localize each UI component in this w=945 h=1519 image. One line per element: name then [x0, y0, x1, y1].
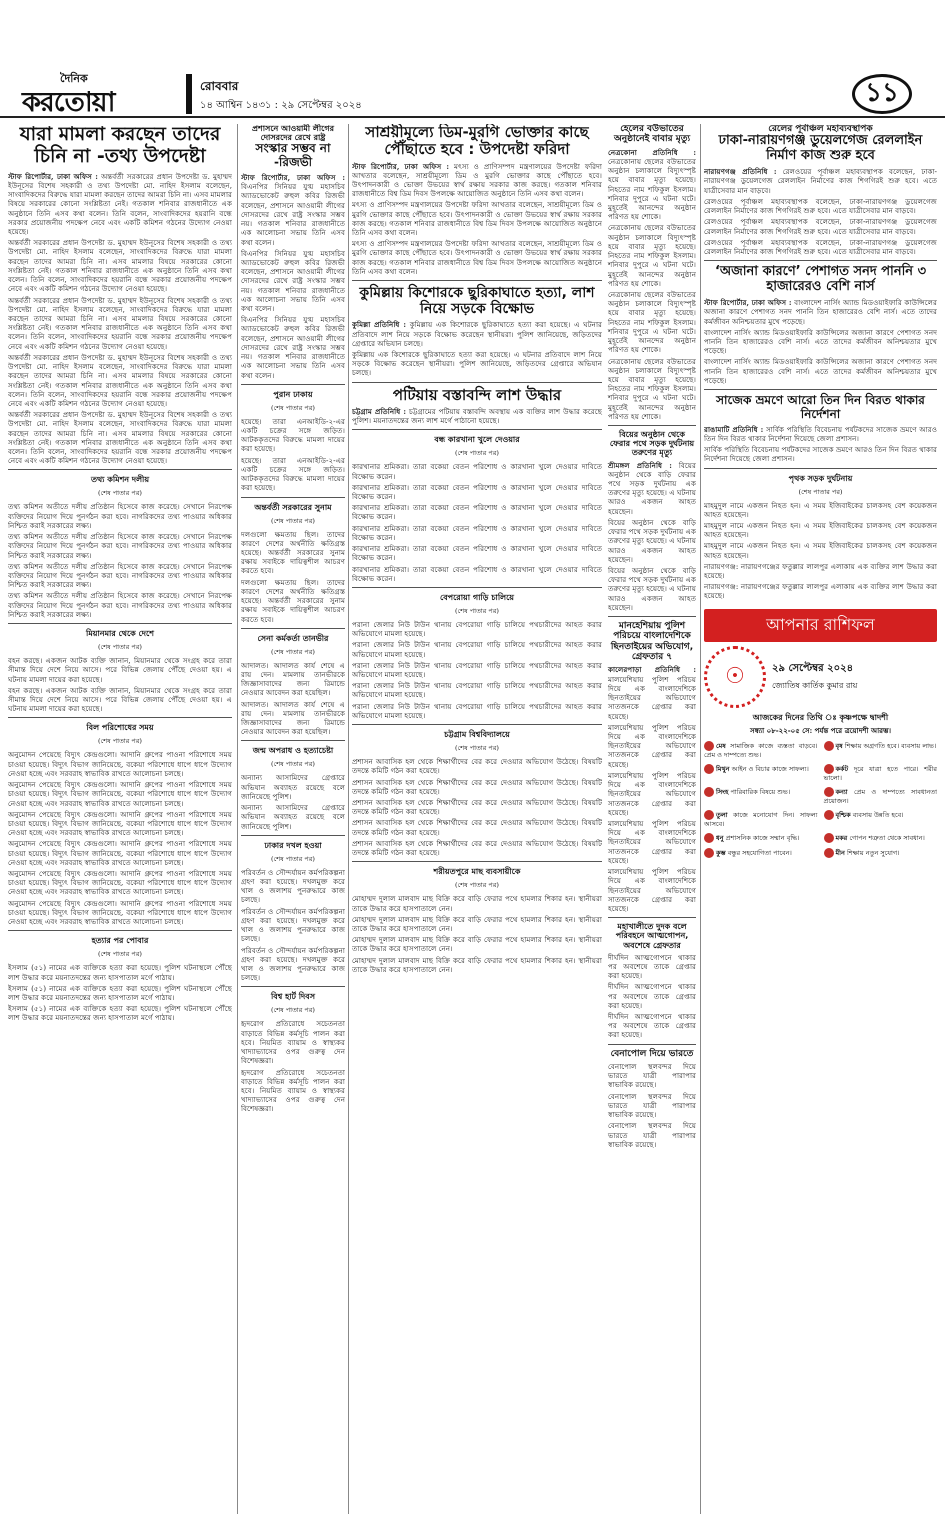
article-road-accident	[704, 501, 937, 601]
zodiac-sign-icon	[824, 810, 834, 820]
article-body: মোহাম্মদ দুলাল মালবাদ মাছ বিক্রি করে বাড়ি ফেরার পথে হামলার শিকার হন। স্থানীয়রা তাকে উদ্ধার করে হাসপাতালে নেন।	[352, 955, 602, 974]
article-body: অন্যান্য আসামিদের গ্রেপ্তারে অভিযান অব্যাহত রয়েছে বলে জানিয়েছে পুলিশ।	[241, 803, 345, 831]
headline-info-adviser: যারা মামলা করছেন তাদের চিনি না -তথ্য উপদেষ্টা	[19, 124, 221, 167]
zodiac-sign-name: মিথুন	[716, 764, 730, 773]
zodiac-sign-icon	[824, 764, 834, 774]
zodiac-sign-icon	[824, 741, 834, 751]
logo-daily-label: দৈনিক	[60, 72, 88, 85]
article-body: অনুমোদন পেয়েছে বিদ্যুৎ কেন্দ্রগুলো। আদানি গ্রুপের পাওনা পরিশোধে সময় চাওয়া হয়েছে। বিদ্যুৎ বিভাগ জানিয়েছে, বকেয়া পরিশোধে ধাপে ধাপে উদ্যোগ নেওয়া হচ্ছে এবং সরবরাহ স্বাভাবিক রাখতে আলোচনা চলছে।	[8, 809, 232, 838]
article-body: মৎস্য ও প্রাণিসম্পদ মন্ত্রণালয়ের উপদেষ্টা ফরিদা আখতার বলেছেন, সাশ্রয়ীমূল্যে ডিম ও মুরগি ভোক্তার কাছে পৌঁছাতে হবে। উৎপাদনকারী ও ভোক্তা উভয়ের স্বার্থ রক্ষায় সরকার কাজ করছে। গতকাল শনিবার রাজধানীতে বিশ্ব ডিম দিবস উপলক্ষে আয়োজিত অনুষ্ঠানে তিনি এসব কথা বলেন।	[352, 161, 602, 199]
article-body: অনুমোদন পেয়েছে বিদ্যুৎ কেন্দ্রগুলো। আদানি গ্রুপের পাওনা পরিশোধে সময় চাওয়া হয়েছে। বিদ্যুৎ বিভাগ জানিয়েছে, বকেয়া পরিশোধে ধাপে ধাপে উদ্যোগ নেওয়া হচ্ছে এবং সরবরাহ স্বাভাবিক রাখতে আলোচনা চলছে।	[8, 750, 232, 778]
zodiac-sign-name: বৃশ্চিক	[835, 811, 851, 820]
article-dhaka-encroach	[241, 868, 345, 983]
article-body: পরিবর্তন ও সৌন্দর্যায়ন কর্মপরিকল্পনা গ্রহণ করা হয়েছে। দখলমুক্ত করে খাল ও জলাশয় পুনরুদ্ধারে কাজ চলছে।	[241, 867, 345, 905]
article-heart-day	[241, 1019, 345, 1113]
headline-sajek: সাজেক ভ্রমণে আরো তিন দিন বিরত থাকার নির্দেশনা	[716, 393, 925, 421]
article-body: রেলওয়ের পূর্বাঞ্চল মহাব্যবস্থাপক বলেছেন, ঢাকা-নারায়ণগঞ্জ ডুয়েলগেজ রেললাইন নির্মাণের কাজ শিগগিরই শুরু হবে। এতে যাত্রীসেবার মান বাড়বে।	[704, 167, 937, 195]
article-body: প্রশাসন আবাসিক হল থেকে শিক্ষার্থীদের বের করে দেওয়ার অভিযোগ উঠেছে। বিষয়টি তদন্তে কমিটি গঠন করা হয়েছে।	[352, 838, 602, 858]
divider	[608, 425, 696, 426]
article-body: প্রশাসন আবাসিক হল থেকে শিক্ষার্থীদের বের করে দেওয়ার অভিযোগ উঠেছে। বিষয়টি তদন্তে কমিটি গঠন করা হয়েছে।	[352, 777, 602, 796]
subhead: পুরান ঢাকায়	[273, 389, 313, 399]
zodiac-forecast: দূরে যাত্রা হতে পারে। শরীর ভালো।	[823, 764, 937, 782]
article-body: ইসলাম (৫১) নামের এক ব্যক্তিকে হত্যা করা হয়েছে। পুলিশ ঘটনাস্থলে পৌঁছে লাশ উদ্ধার করে ময়নাতদন্তের জন্য হাসপাতাল মর্গে পাঠায়।	[8, 963, 232, 982]
horoscope-entry	[704, 810, 818, 828]
continuation-note: (শেষ পাতার পর)	[98, 489, 142, 498]
byline: নারায়ণগঞ্জ প্রতিনিধি :	[704, 167, 777, 177]
article-body: দীর্ঘদিন আত্মগোপনে থাকার পর অবশেষে তাকে গ্রেপ্তার করা হয়েছে।	[608, 982, 696, 1010]
article-body: নেত্রকোনায় ছেলের বউভাতের অনুষ্ঠান চলাকালে বিদ্যুৎস্পৃষ্ট হয়ে বাবার মৃত্যু হয়েছে। নিহতের নাম শফিকুল ইসলাম। শনিবার দুপুরে এ ঘটনা ঘটে। মুহূর্তেই আনন্দের অনুষ্ঠান পরিণত হয় শোকে।	[608, 289, 696, 355]
article-body: অনুমোদন পেয়েছে বিদ্যুৎ কেন্দ্রগুলো। আদানি গ্রুপের পাওনা পরিশোধে সময় চাওয়া হয়েছে। বিদ্যুৎ বিভাগ জানিয়েছে, বকেয়া পরিশোধে ধাপে ধাপে উদ্যোগ নেওয়া হচ্ছে এবং সরবরাহ স্বাভাবিক রাখতে আলোচনা চলছে।	[8, 839, 232, 867]
article-body: মাহমুদুল নামে একজন নিহত হন। এ সময় ইজিবাইকের চালকসহ বেশ কয়েকজন আহত হয়েছেন।	[704, 500, 937, 519]
article-body: বেনাপোল স্থলবন্দর দিয়ে ভারতে যাত্রী পারাপার স্বাভাবিক রয়েছে।	[608, 1062, 696, 1090]
article-patiya	[352, 407, 602, 425]
article-body: দীর্ঘদিন আত্মগোপনে থাকার পর অবশেষে তাকে গ্রেপ্তার করা হয়েছে।	[608, 1012, 696, 1040]
horoscope-list	[704, 741, 937, 862]
divider	[8, 623, 232, 624]
horoscope-section	[704, 609, 937, 862]
horoscope-entry	[704, 848, 818, 858]
article-body: কারখানার শ্রমিকরা। তারা বকেয়া বেতন পরিশোধ ও কারখানা খুলে দেওয়ার দাবিতে বিক্ষোভ করেন।	[352, 564, 602, 583]
divider	[352, 429, 602, 430]
byline: চট্টগ্রাম প্রতিনিধি :	[352, 406, 407, 416]
columns-center	[352, 124, 696, 1514]
article-body: কুমিল্লায় এক কিশোরকে ছুরিকাঘাতে হত্যা করা হয়েছে। এ ঘটনার প্রতিবাদে লাশ নিয়ে সড়কে বিক্ষোভ করেছেন স্থানীয়রা। পুলিশ জানিয়েছে, জড়িতদের গ্রেপ্তারে অভিযান চলছে।	[352, 349, 602, 378]
article-body: মালয়েশিয়ায় পুলিশ পরিচয় দিয়ে এক বাংলাদেশিকে ছিনতাইয়ের অভিযোগে সাতজনকে গ্রেপ্তার করা হয়েছে।	[608, 674, 696, 721]
continuation-note: (শেষ পাতার পর)	[271, 760, 315, 769]
article-body: কারখানার শ্রমিকরা। তারা বকেয়া বেতন পরিশোধ ও কারখানা খুলে দেওয়ার দাবিতে বিক্ষোভ করেন।	[352, 462, 602, 481]
article-body: মৎস্য ও প্রাণিসম্পদ মন্ত্রণালয়ের উপদেষ্টা ফরিদা আখতার বলেছেন, সাশ্রয়ীমূল্যে ডিম ও মুরগি ভোক্তার কাছে পৌঁছাতে হবে। উৎপাদনকারী ও ভোক্তা উভয়ের স্বার্থ রক্ষায় সরকার কাজ করছে। গতকাল শনিবার রাজধানীতে বিশ্ব ডিম দিবস উপলক্ষে আয়োজিত অনুষ্ঠানে তিনি এসব কথা বলেন।	[352, 200, 602, 238]
continuation-note: (শেষ পাতার পর)	[798, 487, 843, 496]
horoscope-title: আপনার রাশিফল	[704, 609, 937, 642]
zodiac-sign-name: ধনু	[716, 834, 724, 843]
column-divider	[700, 124, 701, 1514]
subhead: বিশ্ব হার্ট দিবস	[271, 992, 315, 1002]
headline-rail: ঢাকা-নারায়ণগঞ্জ ডুয়েলগেজ রেললাইন নির্মাণ কাজ শুরু হবে	[718, 133, 923, 164]
byline: নেত্রকোনা প্রতিনিধি :	[608, 147, 696, 157]
divider	[608, 616, 696, 617]
continuation-note: (শেষ পাতার পর)	[455, 881, 499, 890]
article-body: অনুমোদন পেয়েছে বিদ্যুৎ কেন্দ্রগুলো। আদানি গ্রুপের পাওনা পরিশোধে সময় চাওয়া হয়েছে। বিদ্যুৎ বিভাগ জানিয়েছে, বকেয়া পরিশোধে ধাপে ধাপে উদ্যোগ নেওয়া হচ্ছে এবং সরবরাহ স্বাভাবিক রাখতে আলোচনা চলছে।	[8, 869, 232, 897]
column-2	[241, 124, 345, 1514]
kicker-rizvi: প্রশাসনে আওয়ামী লীগের দোসরদের রেখে রাষ্ট্র	[252, 124, 334, 143]
horoscope-entry	[704, 787, 818, 805]
article-body: বহন করছে। একজন আটক ব্যক্তি জানান, মিয়ানমার থেকে সংগ্রহ করে তারা সীমান্ত দিয়ে দেশে নিয়ে আসে। পরে বিভিন্ন জেলায় পৌঁছে দেওয়া হয়। এ ঘটনায় মামলা দায়ের করা হয়েছে।	[8, 656, 232, 684]
headline-egg-chicken: সাশ্রয়ীমূল্যে ডিম-মুরগি ভোক্তার কাছে পৌঁছাতে হবে : উপদেষ্টা ফরিদা	[365, 124, 589, 159]
kicker-rail: রেলের পূর্বাঞ্চল মহাব্যবস্থাপক	[768, 124, 873, 134]
article-murder	[8, 963, 232, 1022]
byline: স্টাফ রিপোর্টার, ঢাকা অফিস :	[8, 171, 98, 181]
divider	[241, 384, 345, 385]
zodiac-sign-icon	[824, 787, 834, 797]
article-body: দীর্ঘদিন আত্মগোপনে থাকার পর অবশেষে তাকে গ্রেপ্তার করা হয়েছে।	[608, 952, 696, 981]
continuation-note: (শেষ পাতার পর)	[98, 643, 142, 652]
article-body: তথ্য কমিশন অতীতে দলীয় প্রতিষ্ঠান হিসেবে কাজ করেছে। সেখানে নিরপেক্ষ ব্যক্তিদের নিয়োগ দিয়ে পুনর্গঠন করা হবে। নাগরিকদের তথ্য পাওয়ার অধিকার নিশ্চিত করাই সরকারের লক্ষ্য।	[8, 591, 232, 619]
issue-day: রোববার	[200, 79, 239, 93]
subhead: বিল পরিশোধের সময়	[86, 723, 154, 733]
divider	[608, 1044, 696, 1045]
headline-mohakhali: মহাখালীতে দুদক বলে পরিবহনে আত্মগোপন, অবশেষে গ্রেফতার	[615, 922, 689, 950]
article-body: বিএনপির সিনিয়র যুগ্ম মহাসচিব অ্যাডভোকেট রুহুল কবির রিজভী বলেছেন, প্রশাসনে আওয়ামী লীগের দোসরদের রেখে রাষ্ট্র সংস্কার সম্ভব নয়। গতকাল শনিবার রাজধানীতে এক আলোচনা সভায় তিনি এসব কথা বলেন।	[241, 315, 345, 380]
byline: স্টাফ রিপোর্টার, ঢাকা অফিস :	[352, 161, 450, 171]
article-body: হৃদরোগ প্রতিরোধে সচেতনতা বাড়াতে বিভিন্ন কর্মসূচি পালন করা হবে। নিয়মিত ব্যায়াম ও স্বাস্থ্যকর খাদ্যাভ্যাসের ওপর গুরুত্ব দেন বিশেষজ্ঞরা।	[241, 1019, 345, 1066]
horoscope-entry	[824, 833, 938, 843]
byline: রাঙামাটি প্রতিনিধি :	[704, 424, 764, 434]
column-1	[8, 124, 232, 1514]
article-body: মোহাম্মদ দুলাল মালবাদ মাছ বিক্রি করে বাড়ি ফেরার পথে হামলার শিকার হন। স্থানীয়রা তাকে উদ্ধার করে হাসপাতালে নেন।	[352, 914, 602, 933]
article-body: মাহমুদুল নামে একজন নিহত হন। এ সময় ইজিবাইকের চালকসহ বেশ কয়েকজন আহত হয়েছেন।	[704, 520, 937, 540]
article-body: তথ্য কমিশন অতীতে দলীয় প্রতিষ্ঠান হিসেবে কাজ করেছে। সেখানে নিরপেক্ষ ব্যক্তিদের নিয়োগ দিয়ে পুনর্গঠন করা হবে। নাগরিকদের তথ্য পাওয়ার অধিকার নিশ্চিত করাই সরকারের লক্ষ্য।	[8, 532, 232, 560]
headline-father-death: হেলের বউভাতের অনুষ্ঠানেই বাবার মৃত্যু	[613, 124, 691, 145]
continuation-note: (শেষ পাতার পর)	[271, 516, 315, 525]
article-body: অন্তর্বর্তী সরকারের প্রধান উপদেষ্টা ড. মুহাম্মদ ইউনূসের বিশেষ সহকারী ও তথ্য উপদেষ্টা মো. নাহিদ ইসলাম বলেছেন, সাংবাদিকদের বিরুদ্ধে যারা মামলা করছেন তাদের আমরা চিনি না। এসব মামলার বিষয়ে সরকারের কোনো সংশ্লিষ্টতা নেই। গতকাল শনিবার রাজধানীতে এক অনুষ্ঠানে তিনি এসব কথা বলেন। তিনি বলেন, সাংবাদিকদের হয়রানি বন্ধে সরকার প্রয়োজনীয় পদক্ষেপ নেবে এবং একটি কমিশন গঠনের উদ্যোগ নেওয়া হয়েছে।	[8, 238, 232, 294]
article-body: বহন করছে। একজন আটক ব্যক্তি জানান, মিয়ানমার থেকে সংগ্রহ করে তারা সীমান্ত দিয়ে দেশে নিয়ে আসে। পরে বিভিন্ন জেলায় পৌঁছে দেওয়া হয়। এ ঘটনায় মামলা দায়ের করা হয়েছে।	[8, 685, 232, 714]
article-interim-govt	[241, 530, 345, 624]
zodiac-forecast: প্রশাসনিক কাজে সম্মান বৃদ্ধি।	[725, 834, 800, 843]
zodiac-forecast: প্রেম ও দাম্পত্যে সাবধানতা প্রয়োজন।	[823, 787, 937, 805]
byline: কালেরপাড়া প্রতিনিধি :	[608, 665, 696, 675]
article-body: বিএনপির সিনিয়র যুগ্ম মহাসচিব অ্যাডভোকেট রুহুল কবির রিজভী বলেছেন, প্রশাসনে আওয়ামী লীগের দোসরদের রেখে রাষ্ট্র সংস্কার সম্ভব নয়। গতকাল শনিবার রাজধানীতে এক আলোচনা সভায় তিনি এসব কথা বলেন।	[241, 248, 345, 314]
column-divider	[348, 124, 349, 1514]
article-body: বেনাপোল স্থলবন্দর দিয়ে ভারতে যাত্রী পারাপার স্বাভাবিক রয়েছে।	[608, 1121, 696, 1149]
article-body: অন্যান্য আসামিদের গ্রেপ্তারে অভিযান অব্যাহত রয়েছে বলে জানিয়েছে পুলিশ।	[241, 773, 345, 801]
divider	[608, 917, 696, 918]
article-bill-payment	[8, 750, 232, 926]
article-body: হয়েছে। তারা এনআইডি-২-এর একটি চক্রের সঙ্গে জড়িত। আটককৃতদের বিরুদ্ধে মামলা দায়ের করা হয়েছে।	[241, 455, 345, 493]
article-body: হৃদরোগ প্রতিরোধে সচেতনতা বাড়াতে বিভিন্ন কর্মসূচি পালন করা হবে। নিয়মিত ব্যায়াম ও স্বাস্থ্যকর খাদ্যাভ্যাসের ওপর গুরুত্ব দেন বিশেষজ্ঞরা।	[241, 1067, 345, 1114]
zodiac-sign-icon	[704, 848, 714, 858]
article-body: নেত্রকোনায় ছেলের বউভাতের অনুষ্ঠান চলাকালে বিদ্যুৎস্পৃষ্ট হয়ে বাবার মৃত্যু হয়েছে। নিহতের নাম শফিকুল ইসলাম। শনিবার দুপুরে এ ঘটনা ঘটে। মুহূর্তেই আনন্দের অনুষ্ঠান পরিণত হয় শোকে।	[608, 156, 696, 222]
article-crime	[241, 773, 345, 830]
article-body: অন্তর্বর্তী সরকারের প্রধান উপদেষ্টা ড. মুহাম্মদ ইউনূসের বিশেষ সহকারী ও তথ্য উপদেষ্টা মো. নাহিদ ইসলাম বলেছেন, সাংবাদিকদের বিরুদ্ধে যারা মামলা করছেন তাদের আমরা চিনি না। এসব মামলার বিষয়ে সরকারের কোনো সংশ্লিষ্টতা নেই। গতকাল শনিবার রাজধানীতে এক অনুষ্ঠানে তিনি এসব কথা বলেন। তিনি বলেন, সাংবাদিকদের হয়রানি বন্ধে সরকার প্রয়োজনীয় পদক্ষেপ নেবে এবং একটি কমিশন গঠনের উদ্যোগ নেওয়া হয়েছে।	[8, 352, 232, 408]
article-comilla	[352, 320, 602, 377]
zodiac-sign-name: তুলা	[716, 811, 728, 820]
divider	[241, 835, 345, 836]
article-body: পরানা জেলার নিউ টাউন থানায় বেপরোয়া গাড়ি চালিয়ে পথচারীদের আহত করার অভিযোগে মামলা হয়েছে।	[352, 660, 602, 680]
article-body: পরানা জেলার নিউ টাউন থানায় বেপরোয়া গাড়ি চালিয়ে পথচারীদের আহত করার অভিযোগে মামলা হয়েছে।	[352, 701, 602, 720]
subhead: অন্তর্বর্তী সরকারের সুনাম	[254, 502, 332, 512]
divider	[352, 587, 602, 588]
divider	[352, 861, 602, 862]
zodiac-forecast: শিক্ষায় নতুন সুযোগ।	[846, 849, 900, 858]
headline-nurses: ‘অজানা কারণে’ পেশাগত সনদ পাননি ৩ হাজারেরও বেশি নার্স	[714, 264, 927, 295]
article-body: অন্তর্বর্তী সরকারের প্রধান উপদেষ্টা ড. মুহাম্মদ ইউনূসের বিশেষ সহকারী ও তথ্য উপদেষ্টা মো. নাহিদ ইসলাম বলেছেন, সাংবাদিকদের বিরুদ্ধে যারা মামলা করছেন তাদের আমরা চিনি না। এসব মামলার বিষয়ে সরকারের কোনো সংশ্লিষ্টতা নেই। গতকাল শনিবার রাজধানীতে এক অনুষ্ঠানে তিনি এসব কথা বলেন। তিনি বলেন, সাংবাদিকদের হয়রানি বন্ধে সরকার প্রয়োজনীয় পদক্ষেপ নেবে এবং একটি কমিশন গঠনের উদ্যোগ নেওয়া হয়েছে।	[8, 410, 232, 466]
subhead: বন্ধ কারখানা খুলে দেওয়ার	[434, 435, 520, 445]
article-body: কারখানার শ্রমিকরা। তারা বকেয়া বেতন পরিশোধ ও কারখানা খুলে দেওয়ার দাবিতে বিক্ষোভ করেন।	[352, 503, 602, 522]
headline-comilla: কুমিল্লায় কিশোরকে ছুরিকাঘাতে হত্যা, লাশ নিয়ে সড়কে বিক্ষোভ	[359, 285, 595, 318]
tithi: আজকের দিনের তিথি ঃ কৃষ্ণপক্ষে দ্বাদশী	[752, 711, 889, 722]
tithi-time: সন্ধ্যা ০৮-২২-০৫ সে: পর্যন্ত পরে ত্রয়োদশী আরম্ভ।	[749, 725, 891, 735]
article-body: রেলওয়ের পূর্বাঞ্চল মহাব্যবস্থাপক বলেছেন, ঢাকা-নারায়ণগঞ্জ ডুয়েলগেজ রেললাইন নির্মাণের কাজ শিগগিরই শুরু হবে। এতে যাত্রীসেবার মান বাড়বে।	[704, 237, 937, 256]
article-myanmar	[8, 656, 232, 713]
article-body: বেনাপোল স্থলবন্দর দিয়ে ভারতে যাত্রী পারাপার স্বাভাবিক রয়েছে।	[608, 1091, 696, 1120]
article-body: বিয়ের অনুষ্ঠান থেকে বাড়ি ফেরার পথে সড়ক দুর্ঘটনায় এক তরুণের মৃত্যু হয়েছে। এ ঘটনায় আরও একজন আহত হয়েছেন।	[608, 460, 696, 516]
divider	[704, 260, 937, 261]
article-body: বিএনপির সিনিয়র যুগ্ম মহাসচিব অ্যাডভোকেট রুহুল কবির রিজভী বলেছেন, প্রশাসনে আওয়ামী লীগের দোসরদের রেখে রাষ্ট্র সংস্কার সম্ভব নয়। গতকাল শনিবার রাজধানীতে এক আলোচনা সভায় তিনি এসব কথা বলেন।	[241, 182, 345, 247]
column-divider	[237, 124, 238, 1514]
continuation-note: (শেষ পাতার পর)	[98, 950, 142, 959]
horoscope-entry	[824, 764, 938, 782]
horoscope-entry	[824, 810, 938, 828]
article-info-commission	[8, 502, 232, 619]
article-body: অন্তর্বর্তী সরকারের প্রধান উপদেষ্টা ড. মুহাম্মদ ইউনূসের বিশেষ সহকারী ও তথ্য উপদেষ্টা মো. নাহিদ ইসলাম বলেছেন, সাংবাদিকদের বিরুদ্ধে যারা মামলা করছেন তাদের আমরা চিনি না। এসব মামলার বিষয়ে সরকারের কোনো সংশ্লিষ্টতা নেই। গতকাল শনিবার রাজধানীতে এক অনুষ্ঠানে তিনি এসব কথা বলেন। তিনি বলেন, সাংবাদিকদের হয়রানি বন্ধে সরকার প্রয়োজনীয় পদক্ষেপ নেবে এবং একটি কমিশন গঠনের উদ্যোগ নেওয়া হয়েছে।	[8, 295, 232, 351]
subhead: তথ্য কমিশন দলীয়	[90, 475, 150, 485]
article-body: দলগুলো ক্ষমতায় ছিল। তাদের কারণে দেশের অর্থনীতি ক্ষতিগ্রস্ত হয়েছে। অন্তর্বর্তী সরকারের সুনাম রক্ষায় সবাইকে দায়িত্বশীল আচরণ করতে হবে।	[241, 577, 345, 624]
zodiac-forecast: ব্যবসায় উন্নতি হবে।	[852, 811, 904, 820]
article-body: দলগুলো ক্ষমতায় ছিল। তাদের কারণে দেশের অর্থনীতি ক্ষতিগ্রস্ত হয়েছে। অন্তর্বর্তী সরকারের সুনাম রক্ষায় সবাইকে দায়িত্বশীল আচরণ করতে হবে।	[241, 529, 345, 576]
divider	[8, 930, 232, 931]
subhead: শরীয়তপুরে মাছ ব্যবসায়ীকে	[433, 867, 521, 877]
horoscope-entry	[824, 787, 938, 805]
article-body: মালয়েশিয়ায় পুলিশ পরিচয় দিয়ে এক বাংলাদেশিকে ছিনতাইয়ের অভিযোগে সাতজনকে গ্রেপ্তার করা হয়েছে।	[608, 818, 696, 865]
horoscope-entry	[704, 764, 818, 782]
article-body: ইসলাম (৫১) নামের এক ব্যক্তিকে হত্যা করা হয়েছে। পুলিশ ঘটনাস্থলে পৌঁছে লাশ উদ্ধার করে ময়নাতদন্তের জন্য হাসপাতাল মর্গে পাঠায়।	[8, 1004, 232, 1023]
subhead: বেপরোয়া গাড়ি চালিয়ে	[439, 592, 515, 602]
article-body: সার্বিক পরিস্থিতি বিবেচনায় পর্যটকদের সাজেক ভ্রমণে আরও তিন দিন বিরত থাকার নির্দেশনা দিয়েছে জেলা প্রশাসন।	[704, 424, 937, 443]
horoscope-entry	[704, 741, 818, 759]
zodiac-sign-name: মেষ	[716, 741, 726, 750]
article-body: অনুমোদন পেয়েছে বিদ্যুৎ কেন্দ্রগুলো। আদানি গ্রুপের পাওনা পরিশোধে সময় চাওয়া হয়েছে। বিদ্যুৎ বিভাগ জানিয়েছে, বকেয়া পরিশোধে ধাপে ধাপে উদ্যোগ নেওয়া হচ্ছে এবং সরবরাহ স্বাভাবিক রাখতে আলোচনা চলছে।	[8, 780, 232, 808]
article-body: অন্তর্বর্তী সরকারের প্রধান উপদেষ্টা ড. মুহাম্মদ ইউনূসের বিশেষ সহকারী ও তথ্য উপদেষ্টা মো. নাহিদ ইসলাম বলেছেন, সাংবাদিকদের বিরুদ্ধে যারা মামলা করছেন তাদের আমরা চিনি না। এসব মামলার বিষয়ে সরকারের কোনো সংশ্লিষ্টতা নেই। গতকাল শনিবার রাজধানীতে এক অনুষ্ঠানে তিনি এসব কথা বলেন। তিনি বলেন, সাংবাদিকদের হয়রানি বন্ধে সরকার প্রয়োজনীয় পদক্ষেপ নেবে এবং একটি কমিশন গঠনের উদ্যোগ নেওয়া হয়েছে।	[8, 171, 232, 236]
divider	[352, 724, 602, 725]
article-body: মালয়েশিয়ায় পুলিশ পরিচয় দিয়ে এক বাংলাদেশিকে ছিনতাইয়ের অভিযোগে সাতজনকে গ্রেপ্তার করা হয়েছে।	[608, 770, 696, 817]
article-body: কুমিল্লায় এক কিশোরকে ছুরিকাঘাতে হত্যা করা হয়েছে। এ ঘটনার প্রতিবাদে লাশ নিয়ে সড়কে বিক্ষোভ করেছেন স্থানীয়রা। পুলিশ জানিয়েছে, জড়িতদের গ্রেপ্তারে অভিযান চলছে।	[352, 320, 602, 348]
zodiac-sign-name: কর্কট	[835, 764, 849, 773]
subhead: পৃথক সড়ক দুর্ঘটনায়	[788, 473, 853, 483]
article-body: রেলওয়ের পূর্বাঞ্চল মহাব্যবস্থাপক বলেছেন, ঢাকা-নারায়ণগঞ্জ ডুয়েলগেজ রেললাইন নির্মাণের কাজ শিগগিরই শুরু হবে। এতে যাত্রীসেবার মান বাড়বে।	[704, 217, 937, 236]
article-rizvi	[241, 173, 345, 380]
article-benapole	[608, 1062, 696, 1149]
article-body: মোহাম্মদ দুলাল মালবাদ মাছ বিক্রি করে বাড়ি ফেরার পথে হামলার শিকার হন। স্থানীয়রা তাকে উদ্ধার করে হাসপাতালে নেন।	[352, 894, 602, 913]
newspaper-logo: করতোয়া	[22, 87, 115, 118]
subhead: মিয়ানমার থেকে দেশে	[86, 629, 154, 639]
zodiac-forecast: বন্ধুর সহযোগিতা পাবেন।	[727, 849, 792, 858]
article-father-death	[608, 148, 696, 421]
zodiac-sign-icon	[704, 741, 714, 751]
zodiac-sign-icon	[704, 833, 714, 843]
article-body: মালয়েশিয়ায় পুলিশ পরিচয় দিয়ে এক বাংলাদেশিকে ছিনতাইয়ের অভিযোগে সাতজনকে গ্রেপ্তার করা হয়েছে।	[608, 722, 696, 769]
logo-divider	[186, 74, 192, 114]
article-body: মালয়েশিয়ায় পুলিশ পরিচয় দিয়ে এক বাংলাদেশিকে ছিনতাইয়ের অভিযোগে সাতজনকে গ্রেপ্তার করা হয়েছে।	[608, 867, 696, 913]
article-body: কারখানার শ্রমিকরা। তারা বকেয়া বেতন পরিশোধ ও কারখানা খুলে দেওয়ার দাবিতে বিক্ষোভ করেন।	[352, 482, 602, 501]
continuation-note: (শেষ পাতার পর)	[455, 606, 499, 615]
article-body: মোহাম্মদ দুলাল মালবাদ মাছ বিক্রি করে বাড়ি ফেরার পথে হামলার শিকার হন। স্থানীয়রা তাকে উদ্ধার করে হাসপাতালে নেন।	[352, 935, 602, 954]
zodiac-sign-name: কুম্ভ	[716, 849, 726, 858]
article-reckless-driving	[352, 620, 602, 720]
zodiac-forecast: সামাজিক কাজে ব্যস্ততা বাড়বে। প্রেম ও দাম্পত্যে শুভ।	[704, 741, 818, 759]
article-body: বাংলাদেশ নার্সিং অ্যান্ড মিডওয়াইফারি কাউন্সিলের অজানা কারণে পেশাগত সনদ পাননি তিন হাজারেরও বেশি নার্স। এতে তাদের কর্মজীবন অনিশ্চয়তার মুখে পড়েছে।	[704, 298, 937, 326]
article-body: নেত্রকোনায় ছেলের বউভাতের অনুষ্ঠান চলাকালে বিদ্যুৎস্পৃষ্ট হয়ে বাবার মৃত্যু হয়েছে। নিহতের নাম শফিকুল ইসলাম। শনিবার দুপুরে এ ঘটনা ঘটে। মুহূর্তেই আনন্দের অনুষ্ঠান পরিণত হয় শোকে।	[608, 356, 696, 421]
article-body: হয়েছে। তারা এনআইডি-২-এর একটি চক্রের সঙ্গে জড়িত। আটককৃতদের বিরুদ্ধে মামলা দায়ের করা হয়েছে।	[241, 416, 345, 454]
divider	[704, 468, 937, 469]
article-body: নারায়ণগঞ্জ: নারায়ণগঞ্জের ফতুল্লার লালপুর এলাকায় এক ব্যক্তির লাশ উদ্ধার করা হয়েছে।	[704, 561, 937, 581]
article-nurses	[704, 298, 937, 385]
article-body: নেত্রকোনায় ছেলের বউভাতের অনুষ্ঠান চলাকালে বিদ্যুৎস্পৃষ্ট হয়ে বাবার মৃত্যু হয়েছে। নিহতের নাম শফিকুল ইসলাম। শনিবার দুপুরে এ ঘটনা ঘটে। মুহূর্তেই আনন্দের অনুষ্ঠান পরিণত হয় শোকে।	[608, 223, 696, 288]
divider	[241, 986, 345, 987]
headline-wedding-accident: বিয়ের অনুষ্ঠান থেকে ফেরার পথে সড়ক দুর্ঘটনায় তরুণের মৃত্যু	[609, 430, 695, 458]
article-wedding-accident	[608, 461, 696, 613]
article-body: পরিবর্তন ও সৌন্দর্যায়ন কর্মপরিকল্পনা গ্রহণ করা হয়েছে। দখলমুক্ত করে খাল ও জলাশয় পুনরুদ্ধারে কাজ চলছে।	[241, 945, 345, 983]
issue-date: ১৪ আশ্বিন ১৪৩১ : ২৯ সেপ্টেম্বর ২০২৪	[200, 100, 362, 111]
article-body: পরানা জেলার নিউ টাউন থানায় বেপরোয়া গাড়ি চালিয়ে পথচারীদের আহত করার অভিযোগে মামলা হয়েছে।	[352, 619, 602, 639]
byline: কুমিল্লা প্রতিনিধি :	[352, 320, 406, 330]
zodiac-sign-icon	[704, 787, 714, 797]
article-body: মৎস্য ও প্রাণিসম্পদ মন্ত্রণালয়ের উপদেষ্টা ফরিদা আখতার বলেছেন, সাশ্রয়ীমূল্যে ডিম ও মুরগি ভোক্তার কাছে পৌঁছাতে হবে। উৎপাদনকারী ও ভোক্তা উভয়ের স্বার্থ রক্ষায় সরকার কাজ করছে। গতকাল শনিবার রাজধানীতে বিশ্ব ডিম দিবস উপলক্ষে আয়োজিত অনুষ্ঠানে তিনি এসব কথা বলেন।	[352, 239, 602, 276]
zodiac-sign-name: মকর	[835, 834, 848, 843]
astrologer-name: জ্যোতিষ কার্তিক কুমার রায়	[772, 680, 858, 690]
horoscope-entry	[704, 833, 818, 843]
subhead: হত্যার পর পোবার	[91, 936, 149, 946]
continuation-note: (শেষ পাতার পর)	[271, 854, 315, 863]
subhead: সেনা কর্মকর্তা তানভীর	[257, 633, 329, 643]
continuation-note: (শেষ পাতার পর)	[455, 449, 499, 458]
zodiac-forecast: কাজে মনোযোগ দিন। সাফল্য আসবে।	[704, 811, 818, 829]
headline-rizvi: সংস্কার সম্ভব না -রিজভী	[255, 141, 331, 170]
article-info-adviser	[8, 172, 232, 466]
article-body: বাংলাদেশ নার্সিং অ্যান্ড মিডওয়াইফারি কাউন্সিলের অজানা কারণে পেশাগত সনদ পাননি তিন হাজারেরও বেশি নার্স। এতে তাদের কর্মজীবন অনিশ্চয়তার মুখে পড়েছে।	[704, 327, 937, 356]
article-body: বাংলাদেশ নার্সিং অ্যান্ড মিডওয়াইফারি কাউন্সিলের অজানা কারণে পেশাগত সনদ পাননি তিন হাজারেরও বেশি নার্স। এতে তাদের কর্মজীবন অনিশ্চয়তার মুখে পড়েছে।	[704, 357, 937, 385]
article-army-officer	[241, 661, 345, 737]
divider	[241, 628, 345, 629]
page-number: ১১	[852, 74, 912, 114]
continuation-note: (শেষ পাতার পর)	[271, 1006, 315, 1015]
zodiac-sign-icon	[824, 833, 834, 843]
divider	[704, 389, 937, 390]
article-mohakhali	[608, 953, 696, 1040]
article-body: সার্বিক পরিস্থিতি বিবেচনায় পর্যটকদের সাজেক ভ্রমণে আরও তিন দিন বিরত থাকার নির্দেশনা দিয়েছে জেলা প্রশাসন।	[704, 445, 937, 464]
divider	[241, 740, 345, 741]
zodiac-forecast: পারিবারিক বিষয়ে শুভ।	[730, 787, 791, 796]
byline: স্টাফ রিপোর্টার, ঢাকা অফিস :	[704, 298, 792, 308]
horoscope-entry	[824, 848, 938, 858]
zodiac-sign-icon	[704, 764, 714, 774]
masthead	[0, 0, 945, 118]
article-old-dhaka	[241, 417, 345, 493]
article-body: তথ্য কমিশন অতীতে দলীয় প্রতিষ্ঠান হিসেবে কাজ করেছে। সেখানে নিরপেক্ষ ব্যক্তিদের নিয়োগ দিয়ে পুনর্গঠন করা হবে। নাগরিকদের তথ্য পাওয়ার অধিকার নিশ্চিত করাই সরকারের লক্ষ্য।	[8, 502, 232, 530]
divider	[352, 382, 602, 383]
zodiac-sign-name: সিংহ	[716, 787, 729, 796]
article-body: তথ্য কমিশন অতীতে দলীয় প্রতিষ্ঠান হিসেবে কাজ করেছে। সেখানে নিরপেক্ষ ব্যক্তিদের নিয়োগ দিয়ে পুনর্গঠন করা হবে। নাগরিকদের তথ্য পাওয়ার অধিকার নিশ্চিত করাই সরকারের লক্ষ্য।	[8, 561, 232, 590]
article-egg-chicken	[352, 162, 602, 277]
zodiac-forecast: শিক্ষায় অগ্রগতি হবে। ব্যবসায় লাভ।	[844, 741, 937, 750]
article-body: চট্টগ্রামের পটিয়ায় বস্তাবন্দি অবস্থায় এক ব্যক্তির লাশ উদ্ধার করেছে পুলিশ। ময়নাতদন্তের জন্য লাশ মর্গে পাঠানো হয়েছে।	[352, 406, 602, 426]
continuation-note: (শেষ পাতার পর)	[98, 737, 142, 746]
article-body: পরানা জেলার নিউ টাউন থানায় বেপরোয়া গাড়ি চালিয়ে পথচারীদের আহত করার অভিযোগে মামলা হয়েছে।	[352, 681, 602, 700]
article-body: বিয়ের অনুষ্ঠান থেকে বাড়ি ফেরার পথে সড়ক দুর্ঘটনায় এক তরুণের মৃত্যু হয়েছে। এ ঘটনায় আরও একজন আহত হয়েছেন।	[608, 566, 696, 612]
article-body: মাহমুদুল নামে একজন নিহত হন। এ সময় ইজিবাইকের চালকসহ বেশ কয়েকজন আহত হয়েছেন।	[704, 541, 937, 560]
article-factory	[352, 462, 602, 583]
headline-patiya: পটিয়ায় বস্তাবন্দি লাশ উদ্ধার	[392, 385, 562, 404]
horoscope-entry	[824, 741, 938, 759]
byline: শ্রীমঙ্গল প্রতিনিধি :	[608, 460, 672, 470]
article-body: পরিবর্তন ও সৌন্দর্যায়ন কর্মপরিকল্পনা গ্রহণ করা হয়েছে। দখলমুক্ত করে খাল ও জলাশয় পুনরুদ্ধারে কাজ চলছে।	[241, 906, 345, 944]
continuation-note: (শেষ পাতার পর)	[271, 403, 315, 412]
article-body: ইসলাম (৫১) নামের এক ব্যক্তিকে হত্যা করা হয়েছে। পুলিশ ঘটনাস্থলে পৌঁছে লাশ উদ্ধার করে ময়নাতদন্তের জন্য হাসপাতাল মর্গে পাঠায়।	[8, 983, 232, 1002]
subhead: জন্ম অপরাধ ও হত্যাচেষ্টা	[252, 746, 334, 756]
divider	[352, 280, 602, 281]
zodiac-wheel-icon: ☉	[704, 646, 766, 708]
article-body: অনুমোদন পেয়েছে বিদ্যুৎ কেন্দ্রগুলো। আদানি গ্রুপের পাওনা পরিশোধে সময় চাওয়া হয়েছে। বিদ্যুৎ বিভাগ জানিয়েছে, বকেয়া পরিশোধে ধাপে ধাপে উদ্যোগ নেওয়া হচ্ছে এবং সরবরাহ স্বাভাবিক রাখতে আলোচনা চলছে।	[8, 898, 232, 927]
article-ctg-university	[352, 757, 602, 857]
subhead: চট্টগ্রাম বিশ্ববিদ্যালয়ে	[444, 730, 510, 740]
article-body: পরানা জেলার নিউ টাউন থানায় বেপরোয়া গাড়ি চালিয়ে পথচারীদের আহত করার অভিযোগে মামলা হয়েছে।	[352, 640, 602, 659]
article-rail	[704, 167, 937, 256]
divider	[8, 469, 232, 470]
byline: স্টাফ রিপোর্টার, ঢাকা অফিস :	[241, 172, 345, 182]
divider	[241, 497, 345, 498]
article-body: প্রশাসন আবাসিক হল থেকে শিক্ষার্থীদের বের করে দেওয়ার অভিযোগ উঠেছে। বিষয়টি তদন্তে কমিটি গঠন করা হয়েছে।	[352, 757, 602, 776]
zodiac-forecast: গোপন শত্রুতা থেকে সাবধান।	[849, 834, 925, 843]
zodiac-sign-name: মীন	[835, 849, 845, 858]
article-body: প্রশাসন আবাসিক হল থেকে শিক্ষার্থীদের বের করে দেওয়ার অভিযোগ উঠেছে। বিষয়টি তদন্তে কমিটি গঠন করা হয়েছে।	[352, 818, 602, 837]
article-body: রেলওয়ের পূর্বাঞ্চল মহাব্যবস্থাপক বলেছেন, ঢাকা-নারায়ণগঞ্জ ডুয়েলগেজ রেললাইন নির্মাণের কাজ শিগগিরই শুরু হবে। এতে যাত্রীসেবার মান বাড়বে।	[704, 196, 937, 216]
zodiac-sign-icon	[824, 848, 834, 858]
article-body: প্রশাসন আবাসিক হল থেকে শিক্ষার্থীদের বের করে দেওয়ার অভিযোগ উঠেছে। বিষয়টি তদন্তে কমিটি গঠন করা হয়েছে।	[352, 798, 602, 817]
divider	[8, 717, 232, 718]
article-body: আদালত। আদালত কার্য শেষে এ রায় দেন। মামলায় তানভীরকে জিজ্ঞাসাবাদের জন্য রিমান্ডে নেওয়ার আবেদন করা হয়েছিল।	[241, 699, 345, 737]
zodiac-sign-name: কন্যা	[835, 787, 848, 796]
article-body: আদালত। আদালত কার্য শেষে এ রায় দেন। মামলায় তানভীরকে জিজ্ঞাসাবাদের জন্য রিমান্ডে নেওয়ার আবেদন করা হয়েছিল।	[241, 660, 345, 698]
article-fish-trader	[352, 894, 602, 974]
subhead: ঢাকার দখল হওয়া	[264, 840, 322, 850]
zodiac-forecast: আইন ও বিচার কাজে সাফল্য।	[731, 764, 809, 773]
article-body: বিয়ের অনুষ্ঠান থেকে বাড়ি ফেরার পথে সড়ক দুর্ঘটনায় এক তরুণের মৃত্যু হয়েছে। এ ঘটনায় আরও একজন আহত হয়েছেন।	[608, 517, 696, 564]
continuation-note: (শেষ পাতার পর)	[455, 744, 499, 753]
article-body: কারখানার শ্রমিকরা। তারা বকেয়া বেতন পরিশোধ ও কারখানা খুলে দেওয়ার দাবিতে বিক্ষোভ করেন।	[352, 544, 602, 563]
headline-benapole: বেনাপোল দিয়ে ভারতে	[610, 1048, 694, 1059]
article-body: নারায়ণগঞ্জ: নারায়ণগঞ্জের ফতুল্লার লালপুর এলাকায় এক ব্যক্তির লাশ উদ্ধার করা হয়েছে।	[704, 582, 937, 601]
zodiac-sign-name: বৃষ	[835, 741, 843, 750]
continuation-note: (শেষ পাতার পর)	[271, 647, 315, 656]
column-right	[704, 124, 937, 1514]
article-sajek	[704, 425, 937, 464]
zodiac-sign-icon	[704, 810, 714, 820]
horoscope-date: ২৯ সেপ্টেম্বর ২০২৪	[772, 662, 854, 674]
article-body: কারখানার শ্রমিকরা। তারা বকেয়া বেতন পরিশোধ ও কারখানা খুলে দেওয়ার দাবিতে বিক্ষোভ করেন।	[352, 523, 602, 542]
article-malaysia	[608, 665, 696, 913]
headline-malaysia: মানহেশিয়ায় পুলিশ পরিচয়ে বাংলাদেশিকে ছিনতাইয়ের অভিযোগ, গ্রেফতার ৭	[610, 621, 694, 663]
